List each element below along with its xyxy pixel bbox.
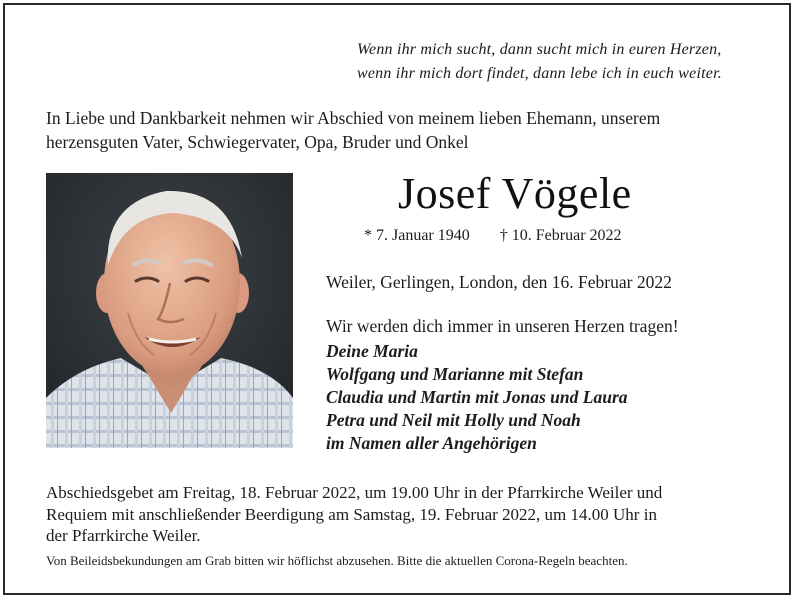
birth-date: * 7. Januar 1940 — [364, 227, 470, 244]
intro-line-2: herzensguten Vater, Schwiegervater, Opa, Bruder und Onkel — [46, 132, 469, 152]
mourners-list — [326, 340, 628, 455]
mourner-entry: Wolfgang und Marianne mit Stefan — [326, 364, 584, 384]
portrait-photo — [46, 173, 293, 448]
service-line-1: Abschiedsgebet am Freitag, 18. Februar 2022, um 19.00 Uhr in der Pfarrkirche Weiler und — [46, 483, 663, 502]
death-date: † 10. Februar 2022 — [499, 227, 622, 244]
motto-quote — [357, 38, 757, 86]
service-line-3: der Pfarrkirche Weiler. — [46, 526, 201, 545]
place-and-date: Weiler, Gerlingen, London, den 16. Februar 2022 — [326, 272, 672, 292]
condolence-note: Von Beileidsbekundungen am Grab bitten wir höflichst abzusehen. Bitte die aktuellen Corona-Regeln beachten. — [46, 553, 628, 568]
motto-line-1: Wenn ihr mich sucht, dann sucht mich in euren Herzen, — [357, 41, 722, 58]
intro-text — [46, 106, 766, 154]
intro-line-1: In Liebe und Dankbarkeit nehmen wir Abschied von meinem lieben Ehemann, unserem — [46, 108, 661, 128]
mourner-entry: Deine Maria — [326, 341, 418, 361]
closing-line: Wir werden dich immer in unseren Herzen tragen! — [326, 316, 679, 336]
life-dates — [364, 225, 622, 247]
mourner-entry: Claudia und Martin mit Jonas und Laura — [326, 387, 628, 407]
mourner-entry: im Namen aller Angehörigen — [326, 433, 537, 453]
mourner-entry: Petra und Neil mit Holly und Noah — [326, 410, 581, 430]
deceased-name: Josef Vögele — [398, 169, 632, 218]
service-details — [46, 482, 758, 547]
service-line-2: Requiem mit anschließender Beerdigung am Samstag, 19. Februar 2022, um 14.00 Uhr in — [46, 504, 657, 524]
motto-line-2: wenn ihr mich dort findet, dann lebe ich in euch weiter. — [357, 65, 722, 82]
